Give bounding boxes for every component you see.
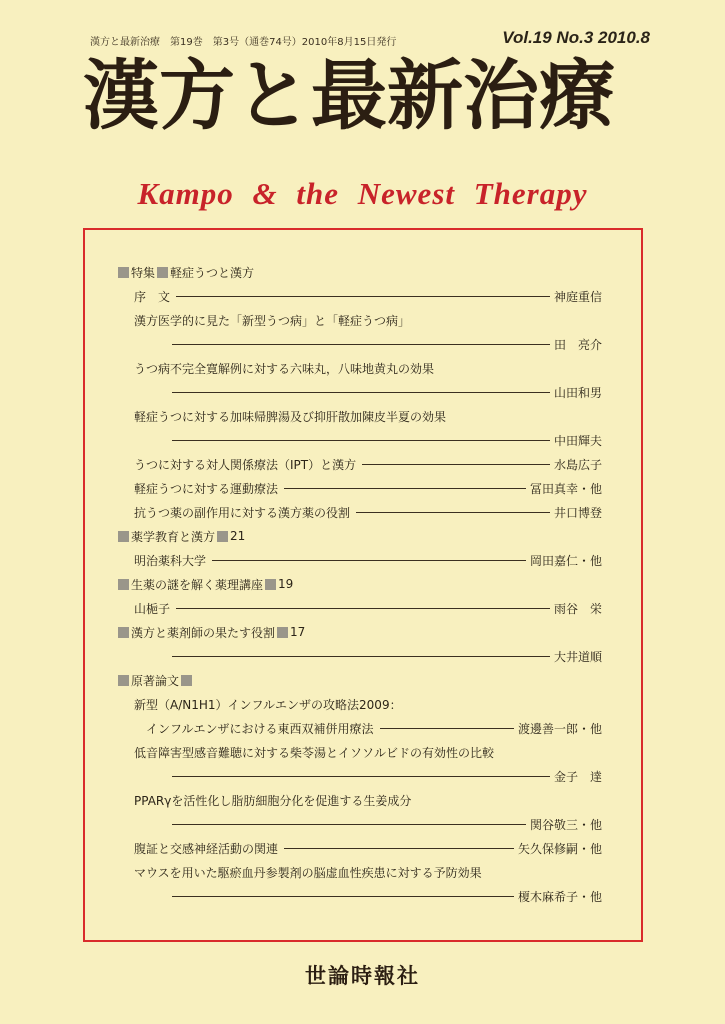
toc-entry[interactable] xyxy=(118,284,602,308)
square-bullet-icon xyxy=(118,675,129,686)
toc-entry[interactable] xyxy=(118,836,602,860)
leader-line xyxy=(172,344,550,345)
entry-author: 山田和男 xyxy=(553,385,602,400)
toc-entry[interactable] xyxy=(118,788,602,812)
square-bullet-icon xyxy=(118,579,129,590)
toc-entry[interactable] xyxy=(118,452,602,476)
entry-author: 田 亮介 xyxy=(553,337,602,352)
leader-line xyxy=(176,296,550,297)
journal-title-english: Kampo & the Newest Therapy xyxy=(137,176,588,211)
square-bullet-icon xyxy=(118,267,129,278)
entry-title: 明治薬科大学 xyxy=(134,553,207,568)
leader-line xyxy=(380,728,514,729)
toc-entry-author-line xyxy=(118,764,602,788)
section-heading: 原著論文 xyxy=(118,668,602,692)
section-heading: 漢方と薬剤師の果たす役割 17 xyxy=(118,620,602,644)
leader-line xyxy=(212,560,526,561)
toc-entry[interactable] xyxy=(118,356,602,380)
entry-title: 抗うつ薬の副作用に対する漢方薬の役割 xyxy=(134,505,351,520)
toc-entry-author-line xyxy=(118,884,602,908)
entry-title: 序 文 xyxy=(134,289,171,304)
square-bullet-icon xyxy=(118,627,129,638)
entry-title: 低音障害型感音難聴に対する柴苓湯とイソソルビドの有効性の比較 xyxy=(134,745,495,760)
entry-title: 軽症うつに対する加味帰脾湯及び抑肝散加陳皮半夏の効果 xyxy=(134,409,447,424)
toc-entry-author-line xyxy=(118,812,602,836)
toc-entry[interactable] xyxy=(118,476,602,500)
entry-title: PPARγを活性化し脂肪細胞分化を促進する生姜成分 xyxy=(134,793,412,808)
section-heading: 薬学教育と漢方 21 xyxy=(118,524,602,548)
entry-title: 新型（A/N1H1）インフルエンザの攻略法2009： xyxy=(134,697,402,712)
entry-title: 軽症うつに対する運動療法 xyxy=(134,481,279,496)
leader-line xyxy=(362,464,550,465)
toc-entry[interactable] xyxy=(118,308,602,332)
leader-line xyxy=(172,656,550,657)
journal-title: 漢方と最新治療 xyxy=(83,51,615,140)
toc-entry-author-line[interactable] xyxy=(118,644,602,668)
leader-line xyxy=(284,488,526,489)
leader-line xyxy=(172,824,526,825)
entry-author: 渡邊善一郎・他 xyxy=(517,721,602,736)
toc-entry-continued xyxy=(118,716,602,740)
entry-title: 山梔子 xyxy=(134,601,171,616)
publisher-name: 世論時報社 xyxy=(305,964,420,988)
square-bullet-icon xyxy=(265,579,276,590)
toc-entry[interactable] xyxy=(118,500,602,524)
entry-author: 榎木麻希子・他 xyxy=(517,889,602,904)
leader-line xyxy=(172,896,514,897)
toc-entry[interactable] xyxy=(118,548,602,572)
issue-info: 漢方と最新治療 第19巻 第3号（通巻74号）2010年8月15日発行 xyxy=(90,37,397,48)
toc-entry[interactable] xyxy=(118,740,602,764)
entry-author: 井口博登 xyxy=(553,505,602,520)
section-heading: 特集 軽症うつと漢方 xyxy=(118,260,602,284)
volume-info: Vol.19 No.3 2010.8 xyxy=(502,28,650,47)
leader-line xyxy=(172,392,550,393)
table-of-contents xyxy=(118,260,602,908)
toc-entry[interactable] xyxy=(118,596,602,620)
entry-author: 水島広子 xyxy=(553,457,602,472)
square-bullet-icon xyxy=(217,531,228,542)
toc-entry[interactable] xyxy=(118,692,602,716)
square-bullet-icon xyxy=(277,627,288,638)
square-bullet-icon xyxy=(118,531,129,542)
entry-title: うつに対する対人関係療法（IPT）と漢方 xyxy=(134,457,357,472)
entry-title: 漢方医学的に見た「新型うつ病」と「軽症うつ病」 xyxy=(134,313,411,328)
toc-entry[interactable] xyxy=(118,404,602,428)
leader-line xyxy=(284,848,514,849)
entry-author: 矢久保修嗣・他 xyxy=(517,841,602,856)
entry-title: 腹証と交感神経活動の関連 xyxy=(134,841,279,856)
toc-entry-author-line xyxy=(118,428,602,452)
entry-author: 冨田真幸・他 xyxy=(529,481,602,496)
entry-author: 中田輝夫 xyxy=(553,433,602,448)
entry-author: 神庭重信 xyxy=(553,289,602,304)
entry-title: うつ病不完全寛解例に対する六味丸，八味地黄丸の効果 xyxy=(134,361,435,376)
entry-author: 金子 達 xyxy=(553,769,602,784)
entry-author: 雨谷 栄 xyxy=(553,601,602,616)
toc-entry[interactable] xyxy=(118,860,602,884)
toc-entry-author-line xyxy=(118,332,602,356)
section-heading: 生薬の謎を解く薬理講座 19 xyxy=(118,572,602,596)
leader-line xyxy=(172,440,550,441)
entry-author: 大井道順 xyxy=(553,649,602,664)
entry-author: 関谷敬三・他 xyxy=(529,817,602,832)
square-bullet-icon xyxy=(157,267,168,278)
leader-line xyxy=(172,776,550,777)
leader-line xyxy=(356,512,550,513)
entry-title-continued: インフルエンザにおける東西双補併用療法 xyxy=(146,721,374,736)
toc-entry-author-line xyxy=(118,380,602,404)
leader-line xyxy=(176,608,550,609)
entry-author: 岡田嘉仁・他 xyxy=(529,553,602,568)
entry-title: マウスを用いた駆瘀血丹参製剤の脳虚血性疾患に対する予防効果 xyxy=(134,865,482,880)
square-bullet-icon xyxy=(181,675,192,686)
